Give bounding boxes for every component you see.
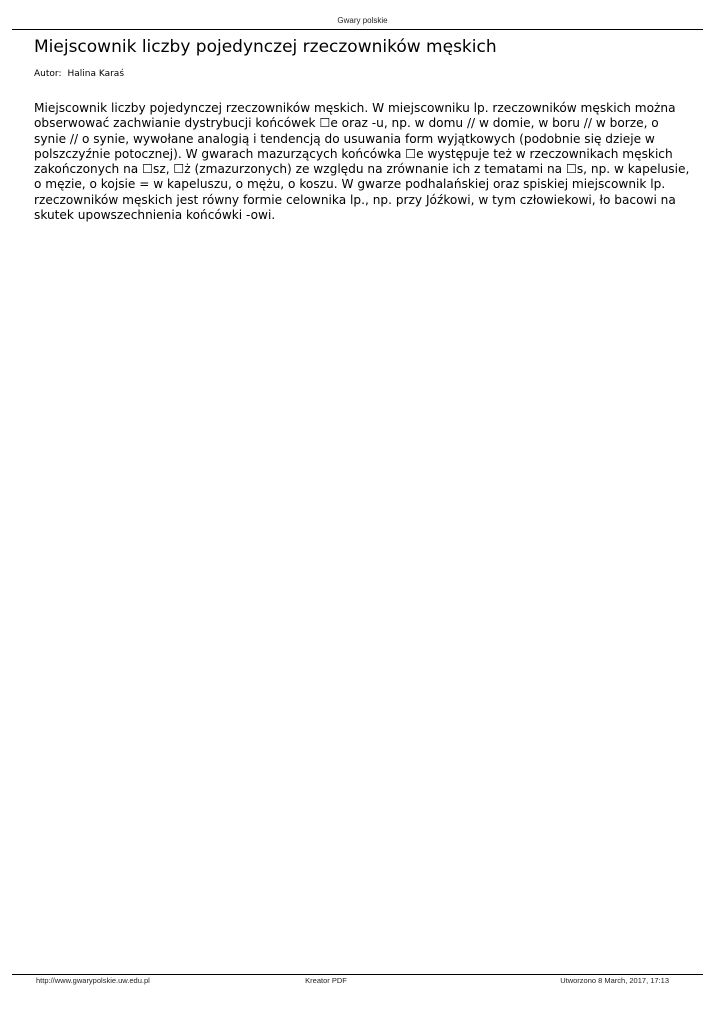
page-header: Gwary polskie (337, 16, 388, 25)
footer-url: http://www.gwarypolskie.uw.edu.pl (36, 976, 150, 985)
footer-divider (12, 974, 703, 975)
header-divider (12, 29, 703, 30)
footer-created-date: Utworzono 8 March, 2017, 17:13 (560, 976, 669, 985)
footer-generator: Kreator PDF (305, 976, 347, 985)
author-name: Halina Karaś (67, 69, 125, 79)
author-line (34, 68, 124, 80)
article-title: Miejscownik liczby pojedynczej rzeczowników męskich (34, 37, 497, 57)
article-body: Miejscownik liczby pojedynczej rzeczowników męskich. W miejscowniku lp. rzeczowników męskich można obserwować zachwianie dystrybucji końcówek ☐e oraz -u, np. w domu // w domie, w boru // w borze, o synie // o synie, wywołane analogią i tendencją do usuwania form wyjątkowych (podobnie się dzieje w polszczyźnie potocznej). W gwarach mazurzących końcówka ☐e występuje też w rzeczownikach męskich zakończonych na ☐sz, ☐ż (zmazurzonych) ze względu na zrównanie ich z tematami na ☐s, np. w kapelusie, o męzie, o kojsie = w kapeluszu, o mężu, o koszu. W gwarze podhalańskiej oraz spiskiej miejscownik lp. rzeczowników męskich jest równy formie celownika lp., np. przy Jóźkowi, w tym człowiekowi, ło bacowi na skutek upowszechnienia końcówki -owi. (34, 101, 690, 223)
author-label: Autor: (34, 69, 62, 79)
